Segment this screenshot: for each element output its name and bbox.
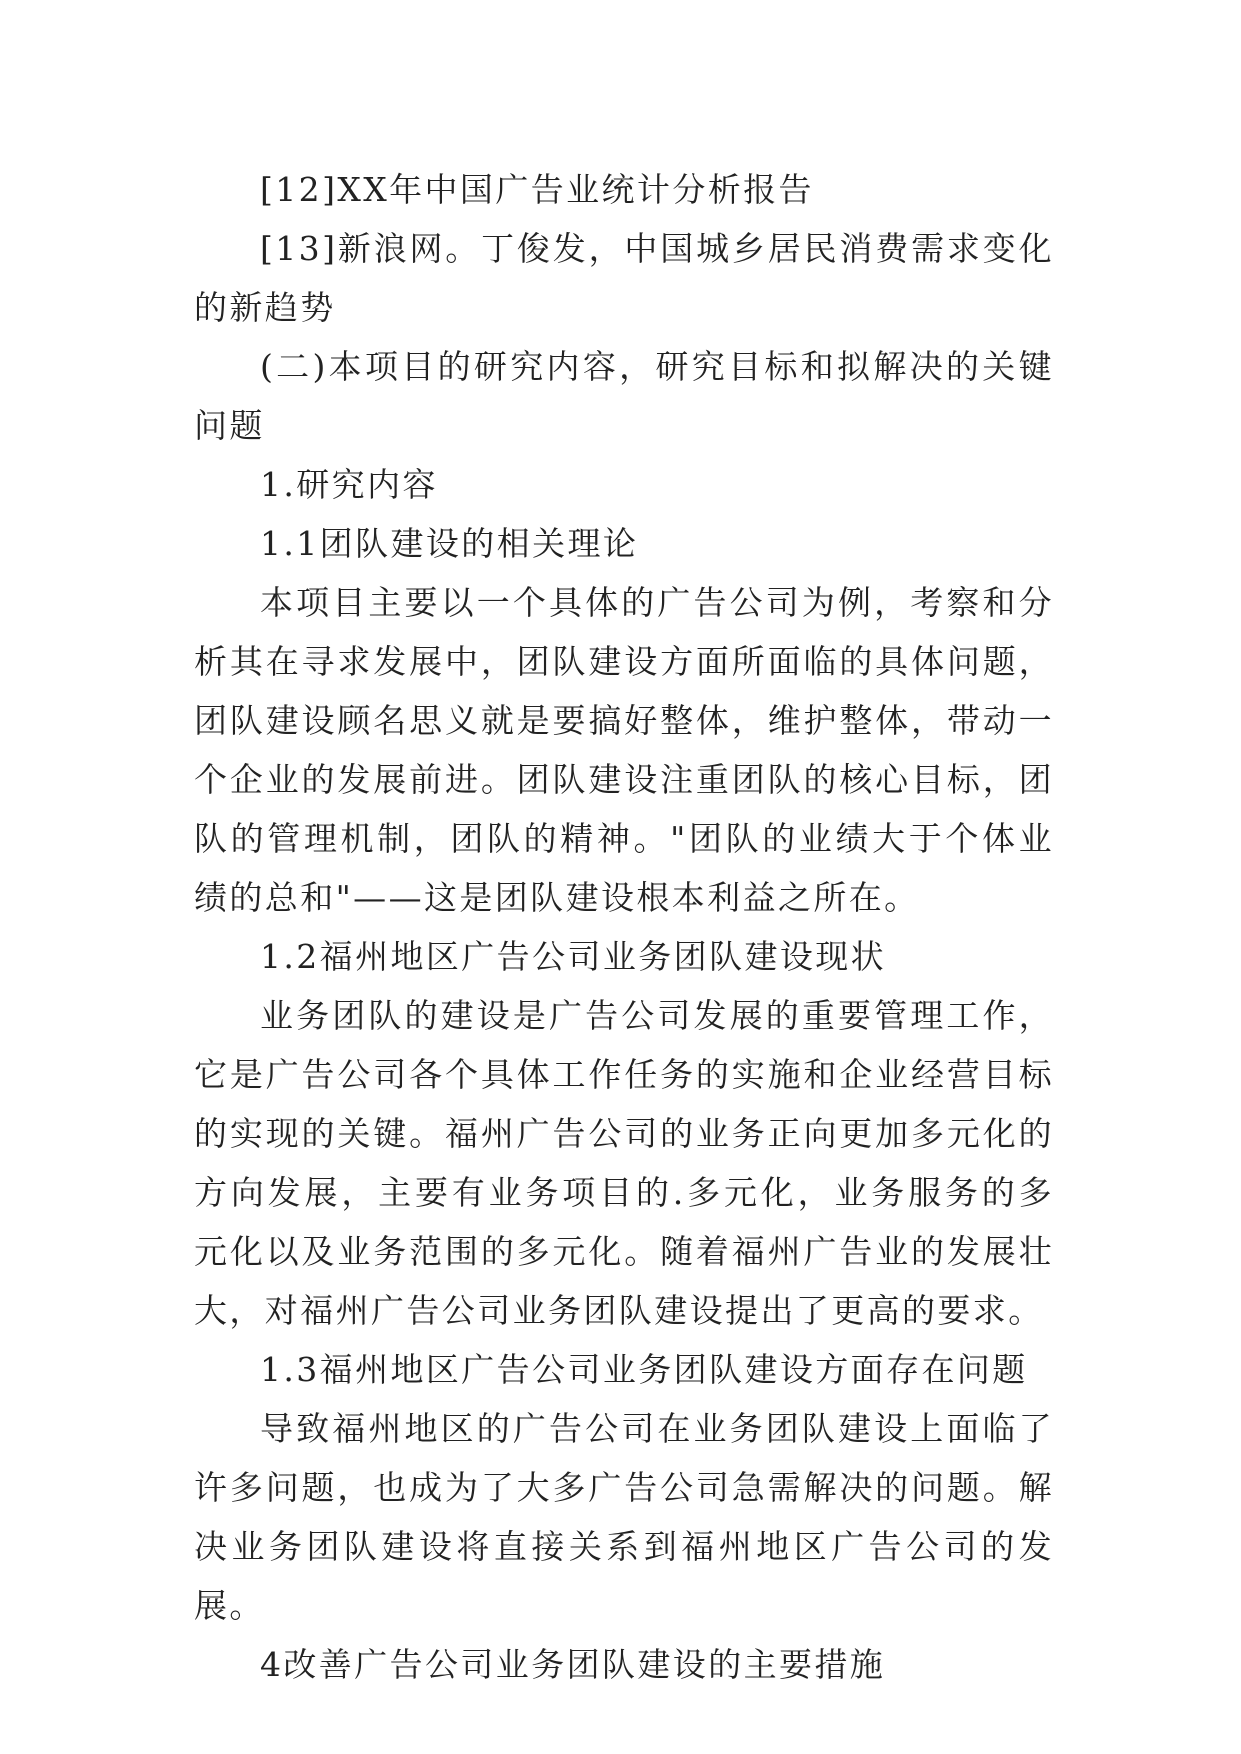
subsection-1-2-heading: 1.2福州地区广告公司业务团队建设现状 xyxy=(260,937,887,976)
section-heading: (二)本项目的研究内容，研究目标和拟解决的关键问题 xyxy=(194,347,1054,445)
subsection-1-2-body: 业务团队的建设是广告公司发展的重要管理工作，它是广告公司各个具体工作任务的实施和企业经营目标的实现的关键。福州广告公司的业务正向更加多元化的方向发展，主要有业务项目的.多元化，业务服务的多元化以及业务范围的多元化。随着福州广告业的发展壮大，对福州广告公司业务团队建设提出了更高的要求。 xyxy=(194,996,1054,1330)
subsection-4-heading: 4改善广告公司业务团队建设的主要措施 xyxy=(260,1645,886,1684)
subsection-1-3-heading: 1.3福州地区广告公司业务团队建设方面存在问题 xyxy=(260,1350,1028,1389)
subsection-heading: 1.研究内容 xyxy=(260,465,438,504)
reference-12: [12]XX年中国广告业统计分析报告 xyxy=(260,170,814,209)
document-body xyxy=(194,160,1054,1694)
subsection-1-1-body: 本项目主要以一个具体的广告公司为例，考察和分析其在寻求发展中，团队建设方面所面临的具体问题，团队建设顾名思义就是要搞好整体，维护整体，带动一个企业的发展前进。团队建设注重团队的核心目标，团队的管理机制，团队的精神。"团队的业绩大于个体业绩的总和"——这是团队建设根本利益之所在。 xyxy=(194,583,1054,917)
subsection-1-3-body: 导致福州地区的广告公司在业务团队建设上面临了许多问题，也成为了大多广告公司急需解决的问题。解决业务团队建设将直接关系到福州地区广告公司的发展。 xyxy=(194,1409,1054,1625)
reference-13: [13]新浪网。丁俊发，中国城乡居民消费需求变化的新趋势 xyxy=(194,229,1054,327)
subsection-1-1-heading: 1.1团队建设的相关理论 xyxy=(260,524,639,563)
